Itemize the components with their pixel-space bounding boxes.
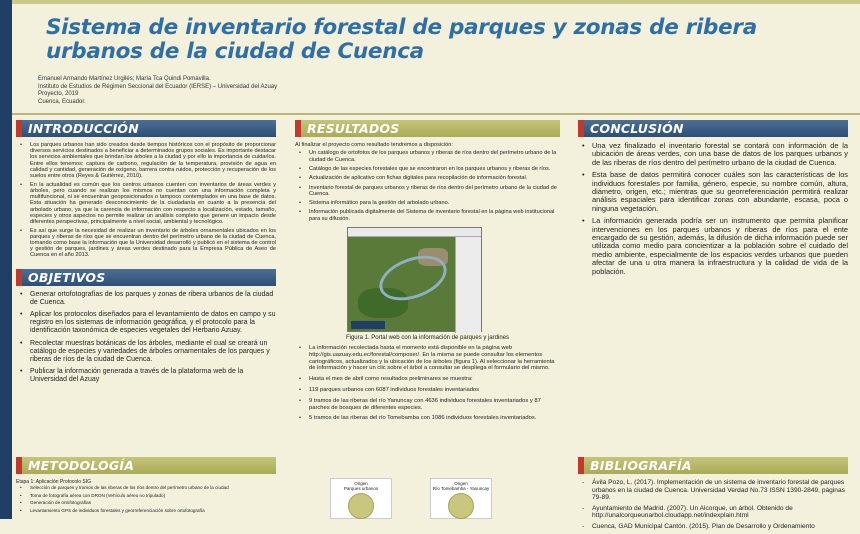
metodologia-title: METODOLOGÍA [28,458,135,473]
list-item: • La información recolectada hasta el momento está disponible en la página web http://gis.uazuay.edu.ec/forestal/composer/. En la misma se puede consultar los elementos cartográficos, actualizados y la ubicación de los árboles (figura 1). Al seleccionar la herramienta de información y hacer un clic sobre el árbol a consultar se despliega el formulario del mismo. [295,345,560,372]
web-portal-figure [347,227,482,332]
list-item: • Un catálogo de ortofotos de los parques urbanos y riberas de ríos dentro del perímetro urbano de la ciudad de Cuenca. [295,150,560,163]
poster-title: Sistema de inventario forestal de parques y zonas de ribera urbanos de la ciudad de Cuenca [46,15,757,64]
pie-slice [348,493,374,519]
resultados-list [295,150,560,222]
column-left [16,120,276,513]
objetivos-list [16,291,276,385]
conclusion-title: CONCLUSIÓN [590,121,684,136]
introduccion-section [16,120,276,259]
list-item: • La información generada podría ser un instrumento que permita planificar intervenciones en los parques urbanos y riberas de ríos para el ente encargado de su gestión, además, la difusión de dicha información puede ser utilizada como medio para concientizar a la población sobre el cuidado del medio ambiente, especialmente de los espacios verdes urbanos que pueden afectar de una u otra manera la infraestructura y la calidad de vida de la población. [578,217,848,276]
metodologia-intro: Etapa 1: Aplicación Protocolo SIG [16,479,92,485]
left-accent-bar [0,0,12,519]
list-item: • 5 tramos de las riberas del río Tomebamba con 1086 individuos forestales inventariados. [295,415,560,422]
metodologia-list [16,485,276,513]
ierse-logo [351,321,385,329]
introduccion-header [16,120,276,137]
list-item: • Publicar la información generada a través de la plataforma web de la Universidad del Azuay [16,368,276,384]
list-item: • Inventario forestal de parques urbanos y riberas de ríos dentro del perímetro urbano de la ciudad de Cuenca. [295,185,560,198]
list-item: • Información publicada digitalmente del Sistema de inventario forestal en la página web institucional para su difusión. [295,209,560,222]
top-accent-band [12,0,860,4]
resultados-section [295,120,560,422]
pie-title: Origen Parques urbanos [343,481,379,491]
list-item: • Catálogo de las especies forestales que se encontraron en los parques urbanos y riberas de ríos. [295,166,560,172]
resultados-title: RESULTADOS [307,121,400,136]
list-item: - Cuenca, GAD Municipal Cantón. (2015). Plan de Desarrollo y Ordenamiento [578,523,848,531]
figure-caption: Figura 1. Portal web con la información de parques y jardines [345,335,510,342]
column-right [578,120,848,530]
conclusion-header [578,120,848,137]
authors: Emanuel Armando Martínez Urgilés; María Tca Quindi Pomavilla. [38,76,211,82]
pie-title: Origen Río Tomebamba - Yanuncay [432,481,490,491]
conclusion-list [578,142,848,276]
objetivos-title: OBJETIVOS [28,269,106,285]
origin-pie-charts [330,478,530,519]
pie-rios [430,478,492,519]
list-item: - Ayuntamiento de Madrid. (2007). Un Alcorque, un árbol. Obtenido de http://unalcorqueunarbol.cloudapp.net/indexplain.html [578,505,848,520]
author-block [38,76,277,106]
list-item: • 9 tramos de las riberas del río Yanuncay con 4636 individuos forestales inventariados y 87 parches de bosques de diferentes especies. [295,398,560,412]
resultados-intro: Al finalizar el proyecto como resultado tendremos a disposición: [295,142,453,148]
resultados-header [295,120,560,137]
list-item: • Aplicar los protocolos diseñados para el levantamiento de datos en campo y su registro en los sistemas de información geográfica, y el protocolo para la identificación taxonómica de especies vegetales del Herbario Azuay. [16,311,276,336]
bibliografia-title: BIBLIOGRAFÍA [590,458,692,473]
affiliation: Instituto de Estudios de Régimen Seccional del Ecuador (IERSE) – Universidad del Azuay [38,83,278,90]
bibliografia-header [578,457,848,474]
header-divider [12,113,860,115]
list-item: • Hasta el mes de abril como resultados preliminares se muestra: [295,376,560,383]
column-middle [295,120,560,426]
list-item: • Los parques urbanos han sido creados desde tiempos históricos con el propósito de proporcionar diversos servicios destinados a beneficiar a determinados grupos sociales. Es importante destacar los servicios ambientales que brindan los árboles a la ciudad y por ello la importancia de cuidarlos. Entre ellos tenemos: captura de carbono, regulación de la temperatura, provisión de agua en calidad y cantidad, generación de oxígeno, barrera contra ruidos, protección y recuperación de los suelos entre otros (Reyes & Gutiérrez, 2010). [16,142,276,179]
objetivos-header [16,269,276,286]
list-item: • Una vez finalizado el inventario forestal se contará con información de la ubicación de áreas verdes, con una base de datos de los parques urbanos y de las riberas de ríos dentro del perímetro urbano de la ciudad de Cuenca. [578,142,848,167]
list-item: • Selección de parques y tramos de las riberas de los ríos dentro del perímetro urbano de la ciudad [16,485,276,491]
list-item: • Esta base de datos permitirá conocer cuáles son las características de los individuos forestales por familia, género, especie, su nombre común, altura, diámetro, origen, etc.; mientras que su georreferenciación permitirá realizar análisis espaciales para identificar zonas con abundante, escasa, poca o ninguna vegetación. [578,171,848,213]
bibliografia-list [578,479,848,531]
list-item: • 119 parques urbanos con 6087 individuos forestales inventariados [295,387,560,394]
introduccion-list [16,142,276,259]
pie-slice [448,493,474,519]
list-item: • Generación de ortofotografías [16,500,276,506]
project: Proyecto, 2019 [38,91,79,98]
list-item: • Es así que surge la necesidad de realizar un inventario de árboles ornamentales ubicados en los parques y riberas de ríos que se encuentran dentro del perímetro urbano de la ciudad de Cuenca, tomando como base la información que la Universidad desarrolló y publicó en el sistema de control y gestión de parques, jardines y áreas verdes destinado para la Empresa Pública de Aseo de Cuenca en el año 2013. [16,228,276,259]
list-item: • Recolectar muestras botánicas de los árboles, mediante el cual se creará un catálogo de especies y variedades de árboles ornamentales de los parques y riberas de ríos de la ciudad de Cuenca. [16,340,276,365]
list-item: • Sistema informático para la gestión del arbolado urbano. [295,200,560,206]
conclusion-section [578,120,848,276]
introduccion-title: INTRODUCCIÓN [28,121,139,136]
list-item: • En la actualidad es común que los centros urbanos cuenten con inventarios de áreas verdes y árboles, pero cuando se realizan los mismos no cuentan con una información completa y multifuncional, ni se encuentran geoposicionados o tampoco contemplados en una base de datos. Esta situación ha generado desconocimiento de la ciudadanía en cuanto a la presencia del arbolado urbano, ya que la carencia de información con respecto a localización, estado, tamaño, especies y otros aspectos no permite realizar un análisis completo que genere un impacto desde diferentes perspectivas, principalmente a nivel social, ambiental y tecnológico. [16,182,276,225]
pie-parques [330,478,392,519]
objetivos-section [16,269,276,385]
resultados-list-2 [295,345,560,422]
list-item: • Actualización de aplicativo con fichas digitales para recopilación de información forestal. [295,175,560,181]
list-item: • Levantamiento GPS de individuos forestales y georreferenciación sobre ortofotografía [16,508,276,514]
bibliografia-section [578,457,848,534]
list-item: - Ávila Pozo, L. (2017). Implementación de un sistema de inventario forestal de parques urbanos en la ciudad de Cuenca. Universidad Verdad No.73 ISSN 1390-2849, páginas 79-89. [578,479,848,502]
list-item: • Generar ortofotografías de los parques y zonas de ribera urbanos de la ciudad de Cuenca. [16,291,276,307]
location: Cuenca, Ecuador. [38,98,86,105]
metodologia-header [16,457,276,474]
metodologia-section [16,457,276,515]
list-item: • Toma de fotografía aérea con DRON (Vehículo aéreo no tripulado) [16,493,276,499]
